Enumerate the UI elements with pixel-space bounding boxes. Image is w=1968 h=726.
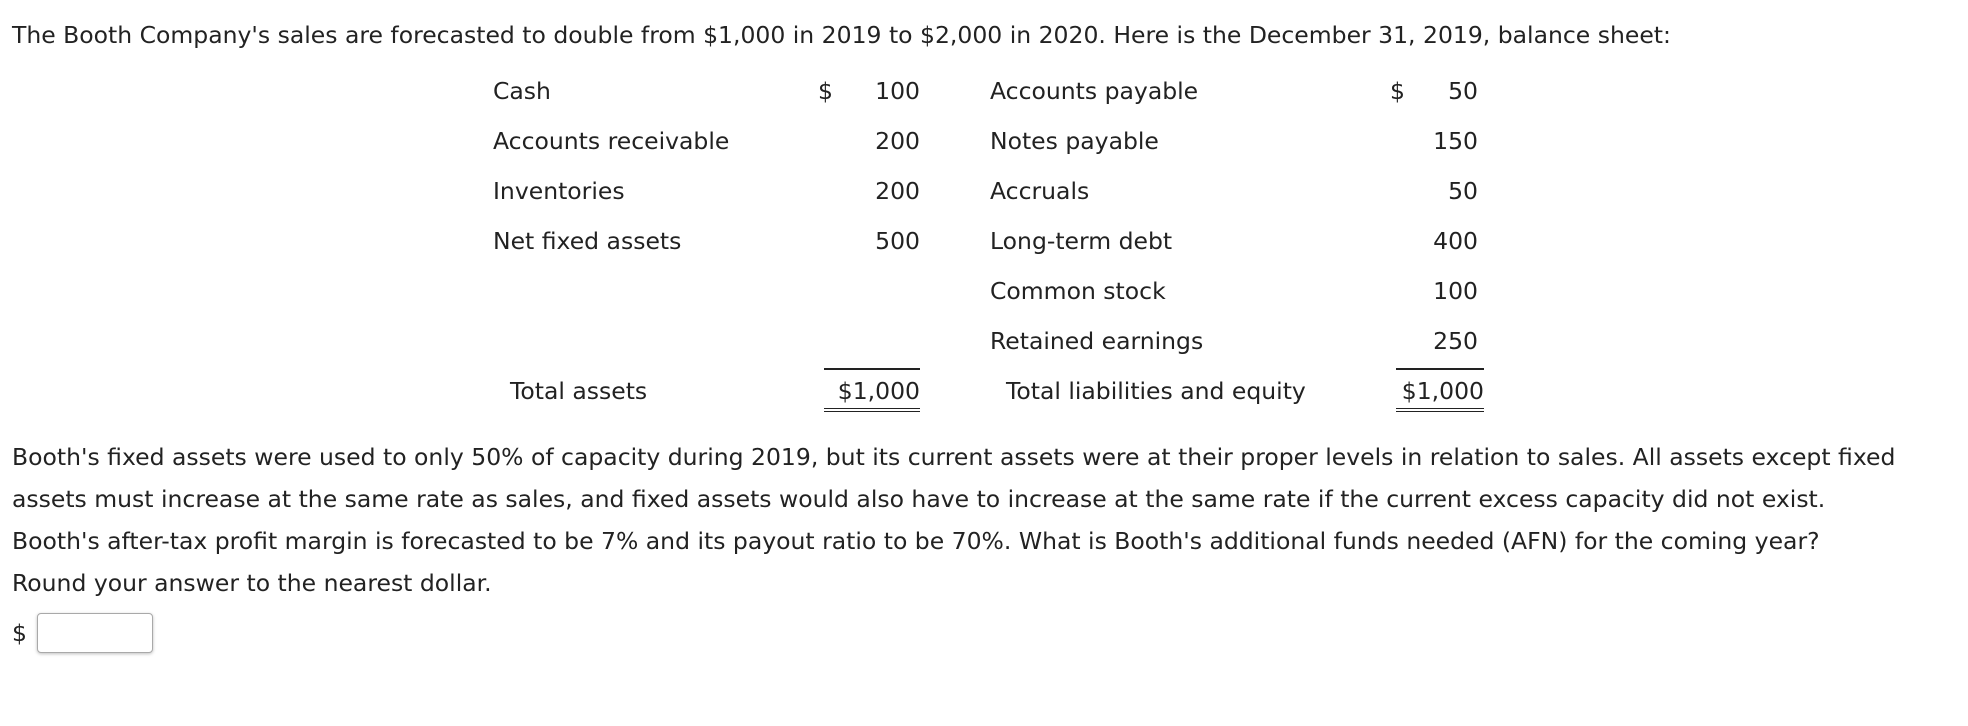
balance-sheet-row [488,276,1488,326]
asset-amount: 100 [875,77,920,105]
asset-label: Net fixed assets [493,227,682,255]
balance-sheet-row [488,176,1488,226]
currency-symbol: $ [1390,77,1405,105]
liability-amount: 250 [1433,327,1478,355]
balance-sheet [488,76,1488,436]
liability-amount: 50 [1448,177,1478,205]
total-assets-value: $1,000 [824,368,920,412]
balance-sheet-row [488,226,1488,276]
liability-label: Accruals [990,177,1090,205]
asset-amount: 200 [875,177,920,205]
liability-amount: 100 [1433,277,1478,305]
total-liabilities-equity-value: $1,000 [1396,368,1484,412]
liability-amount: 400 [1433,227,1478,255]
liability-label: Retained earnings [990,327,1204,355]
asset-label: Cash [493,77,551,105]
asset-amount: 200 [875,127,920,155]
asset-amount: 500 [875,227,920,255]
answer-currency-symbol: $ [12,619,27,647]
asset-value [818,76,920,106]
total-liabilities-equity-label: Total liabilities and equity [1006,377,1306,405]
currency-symbol: $ [818,77,833,105]
total-assets-label: Total assets [510,377,648,405]
liability-amount: 50 [1448,77,1478,105]
balance-sheet-row [488,76,1488,126]
question-text [12,436,1960,604]
problem-intro: The Booth Company's sales are forecasted to double from $1,000 in 2019 to $2,000 in 2020. Here is the December 31, 2019, balance sheet: [12,21,1671,49]
question-line: Booth's fixed assets were used to only 50% of capacity during 2019, but its current assets were at their proper levels in relation to sales. All assets except fixed [12,443,1896,471]
question-line: Booth's after-tax profit margin is forecasted to be 7% and its payout ratio to be 70%. What is Booth's additional funds needed (AFN) for the coming year? [12,527,1820,555]
liability-label: Accounts payable [990,77,1199,105]
asset-label: Accounts receivable [493,127,730,155]
liability-label: Long-term debt [990,227,1173,255]
afn-answer-input[interactable] [37,613,153,653]
liability-value [1390,76,1478,106]
question-line: assets must increase at the same rate as sales, and fixed assets would also have to increase at the same rate if the current excess capacity did not exist. [12,485,1826,513]
totals-row [488,368,1488,418]
asset-label: Inventories [493,177,625,205]
balance-sheet-row [488,126,1488,176]
answer-row [12,610,153,656]
liability-label: Common stock [990,277,1166,305]
liability-label: Notes payable [990,127,1159,155]
question-line: Round your answer to the nearest dollar. [12,569,492,597]
liability-amount: 150 [1433,127,1478,155]
